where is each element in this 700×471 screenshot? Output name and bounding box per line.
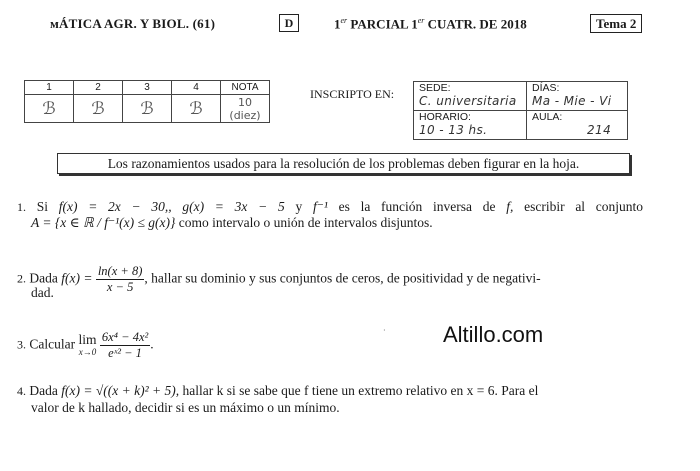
horario-value: 10 - 13 hs.: [419, 123, 488, 137]
p1-f-def: f(x) = 2x − 30,,: [58, 199, 172, 214]
p2-numerator: ln(x + 8): [97, 264, 143, 278]
p3-limit: [78, 331, 97, 358]
aula-value: 214: [587, 123, 612, 137]
problem-4-line-2: valor de k hallado, decidir si es un máximo o un mínimo.: [31, 400, 340, 415]
version-box: D: [279, 14, 299, 32]
p2-text-dada: Dada: [29, 270, 58, 286]
aula-cell: [527, 111, 628, 140]
exam-title: [334, 16, 527, 32]
dias-cell: [527, 82, 628, 111]
grade-value-4: ℬ: [172, 95, 221, 123]
watermark: Altillo.com: [443, 322, 544, 347]
p3-lim-sub: x→0: [78, 346, 97, 357]
p3-fraction: [100, 330, 150, 361]
p4-text-dada: Dada: [29, 383, 58, 398]
exam-sup-1: er: [340, 16, 348, 25]
grade-value-1: ℬ: [25, 95, 74, 123]
grade-value-nota: 10 (diez): [221, 95, 270, 123]
dias-label: DÍAS:: [532, 82, 560, 94]
grade-value-2: ℬ: [74, 95, 123, 123]
p1-g-def: g(x) = 3x − 5: [182, 199, 285, 214]
horario-cell: [414, 111, 527, 140]
p2-text-tail: , hallar su dominio y sus conjuntos de ceros, de positividad y de negativi-: [144, 270, 541, 286]
inscripto-label: INSCRIPTO EN:: [310, 87, 395, 101]
aula-label: AULA:: [532, 111, 563, 123]
p1-text-si: Si: [36, 199, 48, 214]
registration-table: [413, 81, 628, 140]
exam-num: 1: [334, 16, 341, 32]
problem-3: [17, 330, 154, 361]
p4-text-tail: hallar k si se sabe que f tiene un extremo relativo en x = 6. Para el: [182, 383, 539, 398]
grade-header-3: 3: [123, 81, 172, 95]
exam-end: CUATR. DE 2018: [424, 16, 527, 32]
p1-text-escribir: escribir al conjunto: [524, 199, 644, 214]
p3-denominator: eˣ² − 1: [108, 346, 142, 360]
exam-mid: PARCIAL 1: [347, 16, 418, 32]
sede-value: C. universitaria: [419, 94, 517, 108]
problem-3-number: 3.: [17, 337, 26, 352]
notice-box: Los razonamientos usados para la resolución de los problemas deben figurar en la hoja.: [57, 153, 630, 174]
grade-header-1: 1: [25, 81, 74, 95]
sede-cell: [414, 82, 527, 111]
p1-text-intervalo: como intervalo o unión de intervalos disjuntos.: [178, 215, 433, 230]
horario-label: HORARIO:: [419, 111, 471, 123]
problem-2-line-1: [17, 264, 541, 295]
course-title: ᴍÁTICA AGR. Y BIOL. (61): [50, 16, 216, 31]
tema-box: Tema 2: [590, 14, 642, 33]
grade-header-4: 4: [172, 81, 221, 95]
p4-fx: f(x) = √((x + k)² + 5),: [61, 383, 180, 398]
p1-text-inversa: es la función inversa de: [338, 199, 496, 214]
p1-f: f,: [506, 199, 514, 214]
dias-value: Ma - Mie - Vi: [532, 94, 612, 108]
problem-1-number: 1.: [17, 200, 26, 214]
p2-fraction: [96, 264, 145, 295]
problem-1-line-1: [17, 199, 643, 215]
problem-4-line-1: [17, 383, 538, 399]
problem-4-number: 4.: [17, 384, 26, 398]
p2-fx: f(x) =: [61, 270, 93, 286]
p1-set-a: A = {x ∈ ℝ / f⁻¹(x) ≤ g(x)}: [31, 215, 176, 230]
problem-2-line-2: dad.: [31, 285, 54, 300]
p3-text-calcular: Calcular: [29, 336, 76, 352]
problem-2-number: 2.: [17, 271, 26, 286]
p1-finv: f⁻¹: [312, 199, 328, 214]
p2-denominator: x − 5: [106, 280, 134, 294]
exam-sup-2: er: [417, 16, 425, 25]
p3-lim-word: lim: [78, 331, 97, 347]
grade-value-3: ℬ: [123, 95, 172, 123]
sede-label: SEDE:: [419, 82, 451, 94]
stray-mark: ·: [383, 326, 386, 335]
p3-numerator: 6x⁴ − 4x²: [101, 330, 149, 344]
problem-1-line-2: [31, 215, 433, 231]
grade-header-2: 2: [74, 81, 123, 95]
p3-period: .: [150, 336, 154, 352]
p1-text-y: y: [295, 199, 303, 214]
grade-header-nota: NOTA: [221, 81, 270, 95]
grade-table: [24, 80, 270, 123]
